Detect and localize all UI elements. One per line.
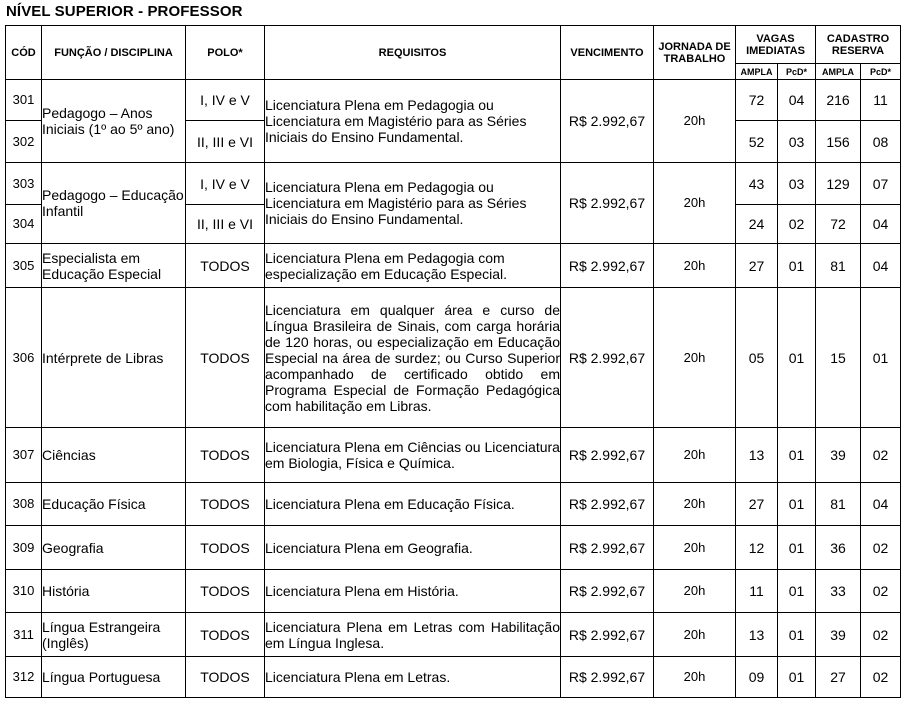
vencimento-cell: R$ 2.992,67	[561, 80, 654, 163]
vagas-ampla-cell: 13	[736, 613, 778, 657]
vagas-ampla-cell: 13	[736, 428, 778, 483]
funcao-cell: História	[42, 570, 186, 613]
polo-cell: TODOS	[186, 288, 265, 428]
header-cad-ampla: AMPLA	[816, 64, 861, 80]
cadastro-ampla-cell: 39	[816, 613, 861, 657]
requisitos-cell: Licenciatura em qualquer área e curso de Língua Brasileira de Sinais, com carga horária de 120 horas, ou especialização em Educação Especial na área de surdez; ou Curso Superior acompanhado de certificado obtido em Programa Especial de Formação Pedagógica com habilitação em Libras.	[265, 288, 561, 428]
vagas-pcd-cell: 01	[778, 288, 816, 428]
cadastro-pcd-cell: 04	[861, 244, 901, 288]
table-row	[6, 428, 901, 483]
polo-cell: TODOS	[186, 483, 265, 526]
funcao-cell: Pedagogo – Educação Infantil	[42, 163, 186, 244]
cadastro-pcd-cell: 02	[861, 657, 901, 698]
header-vagas-ampla: AMPLA	[736, 64, 778, 80]
funcao-cell: Língua Portuguesa	[42, 657, 186, 698]
requisitos-cell: Licenciatura Plena em Pedagogia com especialização em Educação Especial.	[265, 244, 561, 288]
cadastro-ampla-cell: 27	[816, 657, 861, 698]
polo-cell: TODOS	[186, 244, 265, 288]
table-row	[6, 526, 901, 570]
jornada-cell: 20h	[654, 244, 736, 288]
cadastro-ampla-cell: 36	[816, 526, 861, 570]
cod-cell: 308	[6, 483, 42, 526]
requisitos-cell: Licenciatura Plena em Pedagogia ou Licenciatura em Magistério para as Séries Iniciais do Ensino Fundamental.	[265, 163, 561, 244]
table-row	[6, 613, 901, 657]
funcao-cell: Pedagogo – Anos Iniciais (1º ao 5º ano)	[42, 80, 186, 163]
vencimento-cell: R$ 2.992,67	[561, 526, 654, 570]
cadastro-pcd-cell: 02	[861, 526, 901, 570]
vagas-ampla-cell: 43	[736, 163, 778, 205]
cadastro-ampla-cell: 156	[816, 121, 861, 163]
vagas-pcd-cell: 01	[778, 657, 816, 698]
vencimento-cell: R$ 2.992,67	[561, 288, 654, 428]
vencimento-cell: R$ 2.992,67	[561, 244, 654, 288]
jornada-cell: 20h	[654, 163, 736, 244]
cadastro-pcd-cell: 04	[861, 483, 901, 526]
cod-cell: 302	[6, 121, 42, 163]
cadastro-ampla-cell: 216	[816, 80, 861, 121]
vagas-ampla-cell: 05	[736, 288, 778, 428]
polo-cell: TODOS	[186, 657, 265, 698]
cadastro-pcd-cell: 02	[861, 428, 901, 483]
cadastro-ampla-cell: 33	[816, 570, 861, 613]
polo-cell: TODOS	[186, 570, 265, 613]
cadastro-pcd-cell: 04	[861, 205, 901, 244]
vagas-ampla-cell: 52	[736, 121, 778, 163]
jornada-cell: 20h	[654, 526, 736, 570]
vagas-ampla-cell: 11	[736, 570, 778, 613]
table-row	[6, 288, 901, 428]
requisitos-cell: Licenciatura Plena em História.	[265, 570, 561, 613]
vagas-pcd-cell: 02	[778, 205, 816, 244]
funcao-cell: Intérprete de Libras	[42, 288, 186, 428]
funcao-cell: Educação Física	[42, 483, 186, 526]
polo-cell: TODOS	[186, 526, 265, 570]
polo-cell: II, III e VI	[186, 121, 265, 163]
cadastro-ampla-cell: 81	[816, 244, 861, 288]
cadastro-pcd-cell: 11	[861, 80, 901, 121]
cod-cell: 304	[6, 205, 42, 244]
jornada-cell: 20h	[654, 613, 736, 657]
cadastro-pcd-cell: 02	[861, 613, 901, 657]
cadastro-pcd-cell: 07	[861, 163, 901, 205]
vencimento-cell: R$ 2.992,67	[561, 657, 654, 698]
funcao-cell: Especialista em Educação Especial	[42, 244, 186, 288]
vagas-pcd-cell: 01	[778, 244, 816, 288]
polo-cell: I, IV e V	[186, 163, 265, 205]
cod-cell: 310	[6, 570, 42, 613]
header-vagas: VAGAS IMEDIATAS	[736, 26, 816, 64]
vagas-ampla-cell: 72	[736, 80, 778, 121]
vagas-pcd-cell: 01	[778, 483, 816, 526]
page-title: NÍVEL SUPERIOR - PROFESSOR	[6, 3, 243, 20]
header-funcao: FUNÇÃO / DISCIPLINA	[42, 26, 186, 80]
vagas-pcd-cell: 04	[778, 80, 816, 121]
vencimento-cell: R$ 2.992,67	[561, 428, 654, 483]
vagas-ampla-cell: 12	[736, 526, 778, 570]
requisitos-cell: Licenciatura Plena em Letras com Habilitação em Língua Inglesa.	[265, 613, 561, 657]
vencimento-cell: R$ 2.992,67	[561, 163, 654, 244]
cod-cell: 305	[6, 244, 42, 288]
header-cad-pcd: PcD*	[861, 64, 901, 80]
vagas-ampla-cell: 09	[736, 657, 778, 698]
table-row	[6, 163, 901, 205]
header-vencimento: VENCIMENTO	[561, 26, 654, 80]
jornada-cell: 20h	[654, 80, 736, 163]
cod-cell: 303	[6, 163, 42, 205]
cadastro-pcd-cell: 08	[861, 121, 901, 163]
vagas-ampla-cell: 27	[736, 244, 778, 288]
table-row	[6, 80, 901, 121]
polo-cell: TODOS	[186, 613, 265, 657]
vencimento-cell: R$ 2.992,67	[561, 483, 654, 526]
vacancies-table	[5, 25, 901, 698]
cadastro-ampla-cell: 39	[816, 428, 861, 483]
polo-cell: I, IV e V	[186, 80, 265, 121]
cod-cell: 309	[6, 526, 42, 570]
vagas-pcd-cell: 03	[778, 121, 816, 163]
cod-cell: 306	[6, 288, 42, 428]
requisitos-cell: Licenciatura Plena em Ciências ou Licenciatura em Biologia, Física e Química.	[265, 428, 561, 483]
vagas-pcd-cell: 03	[778, 163, 816, 205]
jornada-cell: 20h	[654, 428, 736, 483]
vagas-pcd-cell: 01	[778, 613, 816, 657]
polo-cell: TODOS	[186, 428, 265, 483]
funcao-cell: Ciências	[42, 428, 186, 483]
requisitos-cell: Licenciatura Plena em Letras.	[265, 657, 561, 698]
vagas-ampla-cell: 24	[736, 205, 778, 244]
header-vagas-pcd: PcD*	[778, 64, 816, 80]
jornada-cell: 20h	[654, 288, 736, 428]
table-row	[6, 570, 901, 613]
header-cadastro: CADASTRO RESERVA	[816, 26, 901, 64]
jornada-cell: 20h	[654, 657, 736, 698]
jornada-cell: 20h	[654, 570, 736, 613]
vagas-pcd-cell: 01	[778, 570, 816, 613]
cadastro-pcd-cell: 02	[861, 570, 901, 613]
cadastro-ampla-cell: 15	[816, 288, 861, 428]
table-row	[6, 657, 901, 698]
cod-cell: 301	[6, 80, 42, 121]
cod-cell: 312	[6, 657, 42, 698]
funcao-cell: Geografia	[42, 526, 186, 570]
cod-cell: 311	[6, 613, 42, 657]
funcao-cell: Língua Estrangeira (Inglês)	[42, 613, 186, 657]
cadastro-ampla-cell: 81	[816, 483, 861, 526]
requisitos-cell: Licenciatura Plena em Pedagogia ou Licenciatura em Magistério para as Séries Iniciais do Ensino Fundamental.	[265, 80, 561, 163]
header-polo: POLO*	[186, 26, 265, 80]
cadastro-ampla-cell: 129	[816, 163, 861, 205]
vagas-ampla-cell: 27	[736, 483, 778, 526]
requisitos-cell: Licenciatura Plena em Geografia.	[265, 526, 561, 570]
cadastro-ampla-cell: 72	[816, 205, 861, 244]
header-requisitos: REQUISITOS	[265, 26, 561, 80]
requisitos-cell: Licenciatura Plena em Educação Física.	[265, 483, 561, 526]
vencimento-cell: R$ 2.992,67	[561, 613, 654, 657]
cod-cell: 307	[6, 428, 42, 483]
table-row	[6, 244, 901, 288]
header-cod: CÓD	[6, 26, 42, 80]
vencimento-cell: R$ 2.992,67	[561, 570, 654, 613]
polo-cell: II, III e VI	[186, 205, 265, 244]
header-jornada: JORNADA DE TRABALHO	[654, 26, 736, 80]
jornada-cell: 20h	[654, 483, 736, 526]
vagas-pcd-cell: 01	[778, 428, 816, 483]
cadastro-pcd-cell: 01	[861, 288, 901, 428]
vagas-pcd-cell: 01	[778, 526, 816, 570]
table-row	[6, 483, 901, 526]
